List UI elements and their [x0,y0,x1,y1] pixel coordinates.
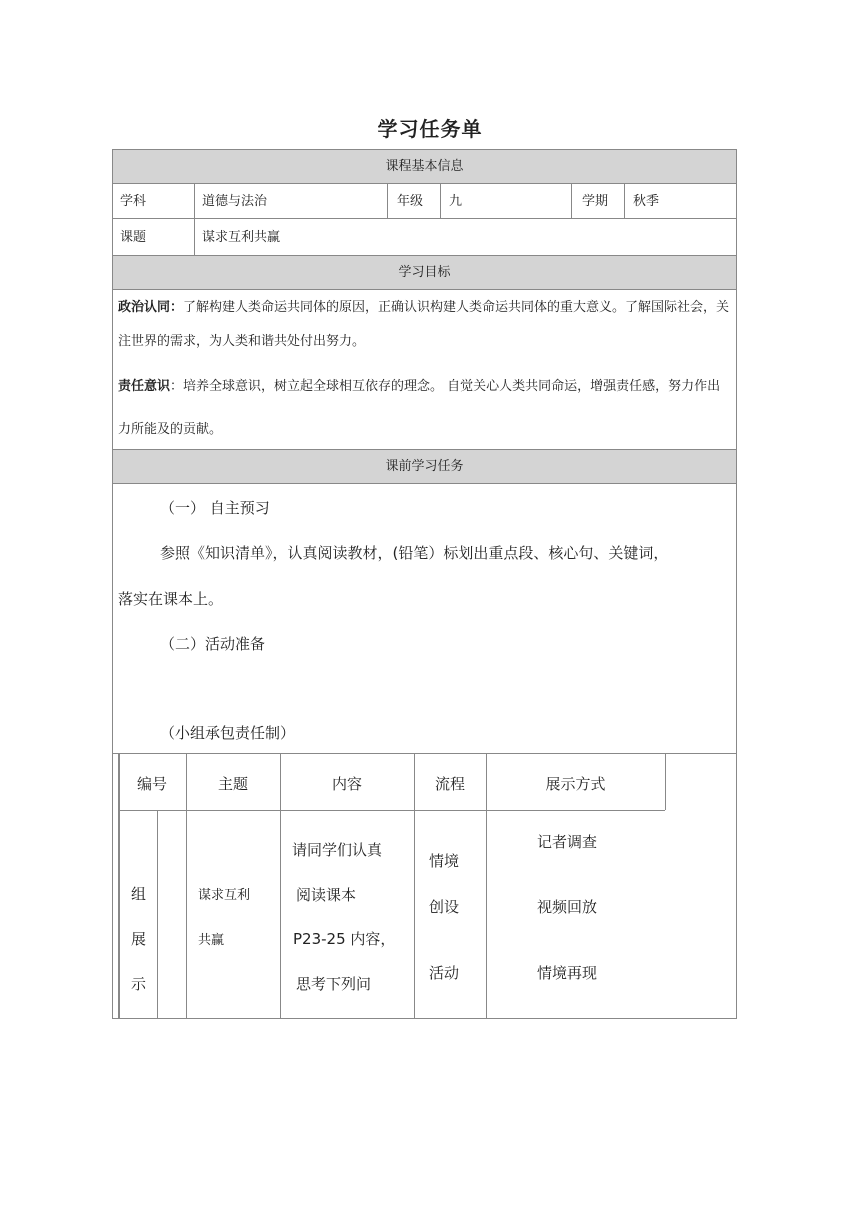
process-line: 情境 [429,852,460,870]
process-line: 创设 [429,898,460,916]
course-info-header [113,150,736,183]
content-line: 思考下列问 [296,975,372,993]
divider [157,810,158,1019]
header-process: 流程 [434,775,465,793]
course-info-header-text: 课程基本信息 [385,159,464,174]
pre-class-tasks-header [113,450,736,483]
content-line: 请同学们认真 [292,841,383,859]
group-char: 展 [131,930,147,948]
grade-value: 九 [449,194,463,209]
task-self-preview-line1: 参照《知识清单》，认真阅读教材，(铅笔）标划出重点段、核心句、关键词， [160,544,669,562]
pre-class-tasks-header-text: 课前学习任务 [385,459,464,474]
subject-value: 道德与法治 [202,194,268,209]
theme-line: 谋求互利 [198,888,251,903]
display-line: 记者调查 [537,833,598,851]
group-char: 组 [131,885,147,903]
process-line: 活动 [429,964,460,982]
header-content: 内容 [331,775,362,793]
task-activity-prep: （二）活动准备 [160,635,266,653]
topic-label: 课题 [120,230,147,245]
goal-political-identity [118,291,730,359]
header-display: 展示方式 [545,775,606,793]
goal-responsibility-label: 责任意识 [118,379,171,394]
task-self-preview: （一） 自主预习 [160,499,270,517]
theme-line: 共赢 [198,933,225,948]
divider [112,289,737,290]
divider [440,183,441,218]
divider [112,483,737,484]
divider [194,183,195,255]
divider [112,218,737,219]
divider [112,753,737,754]
learning-goals-header [113,256,736,289]
divider [387,183,388,218]
learning-goals-header-text: 学习目标 [398,265,451,280]
task-group-responsibility: （小组承包责任制） [160,724,296,742]
divider [624,183,625,218]
content-line: 阅读课本 [296,886,357,904]
goal-political-identity-label: 政治认同： [118,300,184,315]
goal-responsibility [118,365,730,451]
content-line: P23-25 内容， [293,930,396,948]
grade-label: 年级 [397,194,424,209]
goal-political-identity-text: 了解构建人类命运共同体的原因，正确认识构建人类命运共同体的重大意义。了解国际社会，关注世界的需求，为人类和谐共处付出努力。 [118,300,730,349]
goal-responsibility-text: ：培养全球意识，树立起全球相互依存的理念。 自觉关心人类共同命运，增强责任感，努力作出力所能及的贡献。 [118,379,721,437]
header-theme: 主题 [217,775,248,793]
divider [571,183,572,218]
display-line: 情境再现 [537,964,598,982]
subject-label: 学科 [120,194,147,209]
document-title: 学习任务单 [377,117,483,141]
header-number: 编号 [136,775,167,793]
term-value: 秋季 [633,194,660,209]
display-line: 视频回放 [537,898,598,916]
divider [112,183,737,184]
term-label: 学期 [582,194,609,209]
divider [118,810,665,811]
divider [665,753,666,810]
task-self-preview-line2: 落实在课本上。 [118,590,224,608]
topic-value: 谋求互利共赢 [202,230,281,245]
group-char: 示 [131,975,147,993]
